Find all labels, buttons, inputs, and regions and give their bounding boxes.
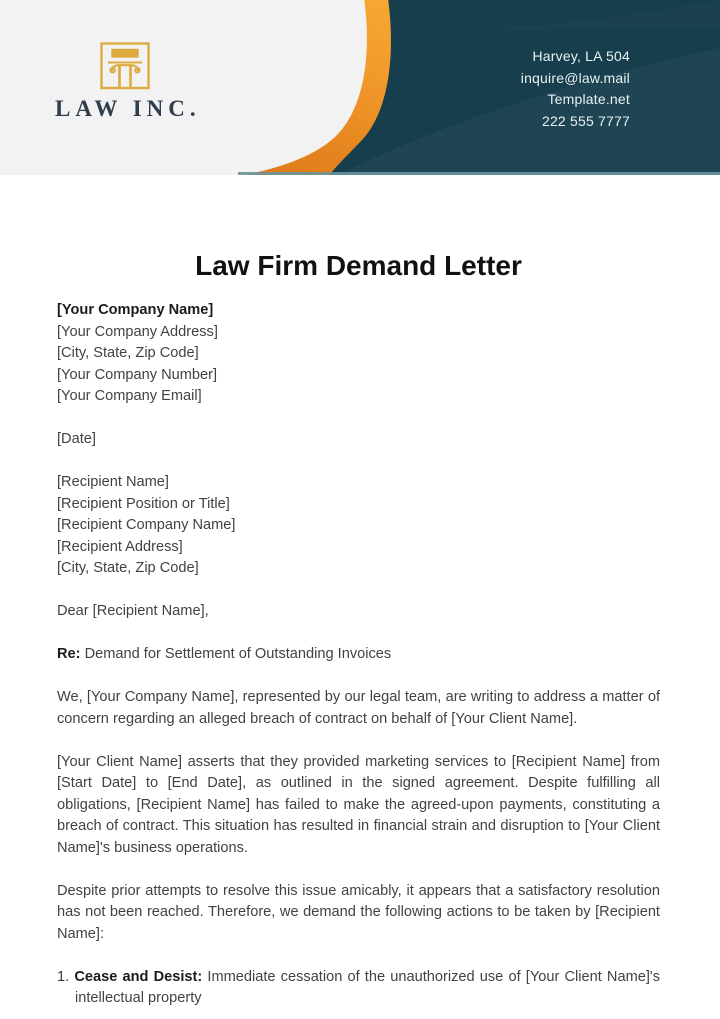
recipient-company: [Recipient Company Name] [57, 517, 236, 533]
company-logo [55, 42, 201, 122]
sender-email: [Your Company Email] [57, 388, 202, 404]
company-name: LAW INC. [55, 96, 201, 121]
subject-line [57, 644, 660, 666]
paragraph-demand-intro: Despite prior attempts to resolve this issue amicably, it appears that a satisfactory resolution has not been reached. Therefore, we demand the following actions to be taken by [Recipient Name]: [57, 882, 660, 942]
recipient-address: [Recipient Address] [57, 538, 183, 555]
contact-info [521, 46, 630, 132]
recipient-city-state-zip: [City, State, Zip Code] [57, 560, 199, 576]
contact-address: Harvey, LA 504 [532, 48, 630, 64]
demand-number: 1. [57, 968, 70, 985]
subject-text: Demand for Settlement of Outstanding Invoices [84, 646, 392, 662]
sender-city-state-zip: [City, State, Zip Code] [57, 345, 199, 361]
sender-address: [Your Company Address] [57, 323, 218, 340]
recipient-block [57, 472, 660, 580]
letter-title: Law Firm Demand Letter [195, 250, 522, 281]
demand-list-item-1 [57, 967, 660, 1010]
demand-text: Immediate cessation of the unauthorized use of [Your Client Name]'s intellectual property [75, 968, 660, 1006]
sender-number: [Your Company Number] [57, 366, 218, 383]
subject-label: Re: [57, 646, 81, 662]
sender-company-name: [Your Company Name] [57, 302, 214, 318]
recipient-position: [Recipient Position or Title] [57, 495, 230, 512]
salutation: Dear [Recipient Name], [57, 603, 209, 619]
recipient-name: [Recipient Name] [57, 474, 169, 490]
contact-email: inquire@law.mail [520, 69, 630, 86]
letterhead [0, 0, 720, 175]
demand-title: Cease and Desist: [74, 968, 203, 985]
pillar-column-icon [100, 42, 150, 90]
date-line: [Date] [57, 431, 96, 447]
contact-website: Template.net [547, 91, 630, 107]
letter-body [0, 248, 720, 1010]
paragraph-intro: We, [Your Company Name], represented by our legal team, are writing to address a matter of concern regarding an alleged breach of contract on behalf of [Your Client Name]. [57, 689, 660, 727]
paragraph-claim: [Your Client Name] asserts that they provided marketing services to [Recipient Name] from [Start Date] to [End Date], as outlined in the signed agreement. Despite fulfilling all obligations, [Recipient Name] has failed to make the agreed-upon payments, constituting a breach of contract. This situation has resulted in financial strain and disruption to [Your Client Name]'s business operations. [57, 753, 660, 856]
sender-block [57, 300, 660, 408]
contact-phone: 222 555 7777 [541, 112, 630, 129]
